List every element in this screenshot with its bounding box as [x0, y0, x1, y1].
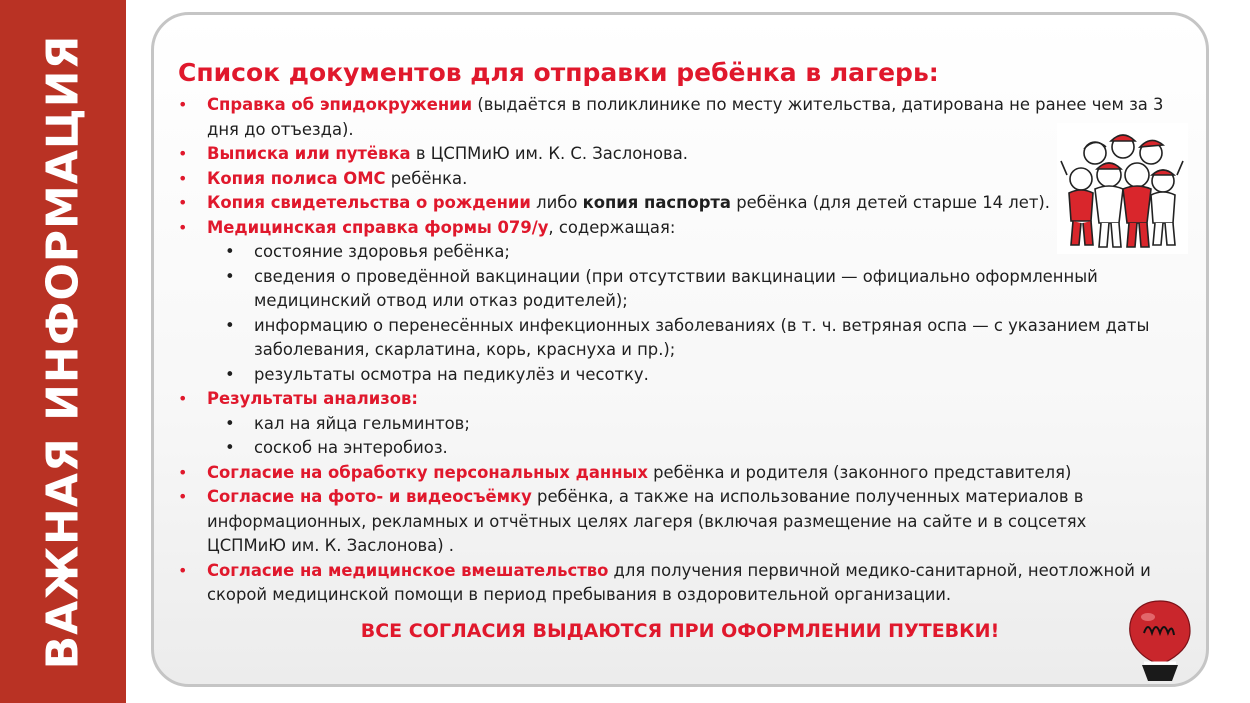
bullet-icon: •: [178, 560, 188, 580]
sub-list-item: • результаты осмотра на педикулёз и чесотку.: [178, 363, 1168, 388]
list-item: • Результаты анализов:: [178, 387, 1168, 412]
list-item: • Согласие на обработку персональных данных ребёнка и родителя (законного представителя): [178, 461, 1168, 486]
bullet-icon: •: [178, 193, 188, 212]
bullet-icon: •: [225, 242, 235, 261]
sub-list-item: • информацию о перенесённых инфекционных заболеваниях (в т. ч. ветряная оспа — с указанием даты заболевания, скарлатина, корь, краснуха и пр.);: [225, 315, 1150, 359]
list-item: • Медицинская справка формы 079/у, содержащая:: [178, 216, 1168, 241]
sidebar-banner: [0, 0, 126, 703]
sub-list-item: • состояние здоровья ребёнка;: [178, 240, 1168, 265]
kids-illustration: [1057, 123, 1188, 254]
bullet-icon: •: [178, 95, 188, 114]
page-title: Список документов для отправки ребёнка в лагерь:: [178, 58, 939, 87]
bullet-icon: •: [178, 144, 188, 163]
sub-list-item: • кал на яйца гельминтов;: [178, 412, 1168, 437]
bullet-icon: •: [178, 462, 188, 482]
bullet-icon: •: [225, 266, 235, 286]
list-item: • Копия свидетельства о рождении либо копия паспорта ребёнка (для детей старше 14 лет).: [178, 191, 1168, 216]
bullet-icon: •: [225, 315, 235, 335]
bullet-icon: •: [178, 168, 188, 188]
bullet-icon: •: [225, 413, 235, 433]
bullet-icon: •: [225, 438, 235, 457]
sub-list-item: • соскоб на энтеробиоз.: [178, 436, 1168, 461]
bullet-icon: •: [178, 487, 188, 506]
footer-notice: ВСЕ СОГЛАСИЯ ВЫДАЮТСЯ ПРИ ОФОРМЛЕНИИ ПУТЕВКИ!: [360, 620, 1000, 642]
document-list: [178, 93, 1168, 608]
kids-group-icon: [1057, 123, 1188, 254]
list-item: • Согласие на медицинское вмешательство для получения первичной медико-санитарной, неотложной и скорой медицинской помощи в период пребывания в оздоровительной организации.: [178, 560, 1151, 604]
sub-list-item: • сведения о проведённой вакцинации (при отсутствии вакцинации — официально оформленный медицинский отвод или отказ родителей);: [225, 266, 1098, 310]
sidebar-title: ВАЖНАЯ ИНФОРМАЦИЯ: [37, 34, 89, 670]
list-item: • Выписка или путёвка в ЦСПМиЮ им. К. С. Заслонова.: [178, 142, 1168, 167]
list-item: • Согласие на фото- и видеосъёмку ребёнка, а также на использование полученных материалов в информационных, рекламных и отчётных целях лагеря (включая размещение на сайте и в соцсетях ЦСПМиЮ им. К. Заслонова) .: [178, 487, 1087, 555]
balloon-mascot-icon: [1126, 597, 1194, 683]
list-item: • Справка об эпидокружении (выдаётся в поликлинике по месту жительства, датирована не ранее чем за 3 дня до отъезда).: [178, 95, 1164, 139]
mascot-illustration: [1126, 597, 1194, 683]
bullet-icon: •: [225, 364, 235, 384]
bullet-icon: •: [178, 389, 188, 408]
list-item: • Копия полиса ОМС ребёнка.: [178, 167, 1168, 192]
bullet-icon: •: [178, 217, 188, 237]
